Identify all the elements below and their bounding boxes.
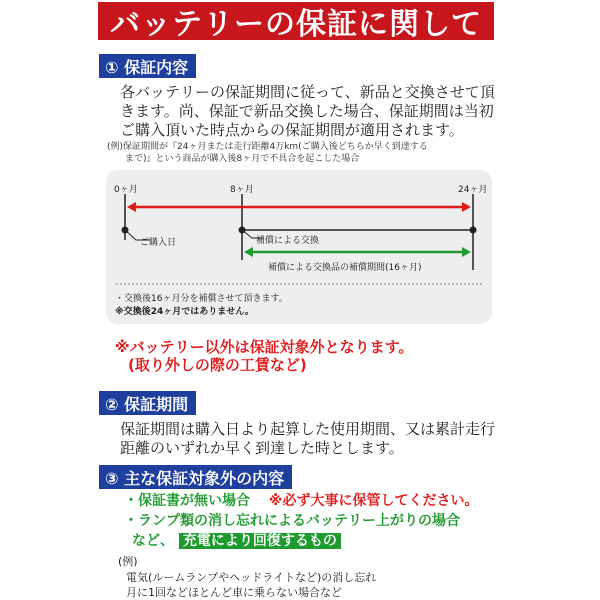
section-exclusions-heading <box>99 465 292 489</box>
keep-certificate-note: ※必ず大事に保管してください。 <box>268 493 479 509</box>
warranty-content-line-2: きます。尚、保証で新品交換した場合、保証期間は当初 <box>120 102 494 120</box>
replacement-period-label: 補償による交換品の補償期間(16ヶ月) <box>268 263 422 273</box>
exclusion-item-rechargeable <box>132 532 341 551</box>
exclusion-item-no-certificate <box>124 492 479 511</box>
example-item-1: 電気(ルームランプやヘッドライトなど)の消し忘れ <box>126 571 377 584</box>
timeline-note-1: ・交換後16ヶ月分を補償させて頂きます。 <box>115 294 288 304</box>
warranty-period-line-1: 保証期間は購入日より起算した使用期間、又は累計走行 <box>120 420 496 438</box>
section-heading-text: ① 保証内容 <box>105 57 189 77</box>
example-item-2: 月に1回などほとんど車に乗らない場合など <box>126 586 342 599</box>
warranty-period-line-2: 距離のいずれか早く到達した時とします。 <box>120 439 404 457</box>
example-line-1: (例)保証期間が『24ヶ月または走行距離4万km(ご購入後どちらか早く到達する <box>107 142 428 152</box>
tick-label-0: 0ヶ月 <box>114 185 138 195</box>
warranty-content-line-3: ご購入頂いた時点からの保証期間が適用されます。 <box>120 121 464 139</box>
exchange-label: 補償による交換 <box>256 236 320 246</box>
exclusion-item-text: ・保証書が無い場合 <box>124 493 250 509</box>
warranty-content-line-1: 各バッテリーの保証期間に従って、新品と交換させて頂 <box>120 83 495 101</box>
example-label: (例) <box>118 555 138 568</box>
page-title: バッテリーの保証に関して <box>110 7 482 42</box>
section-heading-text: ② 保証期間 <box>105 394 189 414</box>
red-arrow-head-right <box>462 202 471 212</box>
section-heading-text: ③ 主な保証対象外の内容 <box>105 468 285 488</box>
green-arrow-head-left <box>244 247 253 257</box>
tick-label-8: 8ヶ月 <box>230 185 254 195</box>
exclusion-warning-line-1: ※バッテリー以外は保証対象外となります。 <box>115 338 414 356</box>
timeline-note-2: ※交換後24ヶ月ではありません。 <box>115 307 254 317</box>
exclusion-item-lamp: ・ランプ類の消し忘れによるバッテリー上がりの場合 <box>124 513 460 529</box>
exclusion-prefix: など、 <box>132 533 174 549</box>
green-arrow-head-right <box>462 247 471 257</box>
red-arrow-head-left <box>127 202 136 212</box>
example-line-2: まで)』という商品が購入後8ヶ月で不具合を起こした場合 <box>107 154 360 164</box>
tick-label-24: 24ヶ月 <box>458 185 488 195</box>
exclusion-warning-line-2: (取り外しの際の工賃など) <box>128 356 307 374</box>
section-warranty-period-heading <box>99 391 196 415</box>
rechargeable-highlight: 充電により回復するもの <box>179 533 341 549</box>
purchase-label: ご購入日 <box>140 238 177 248</box>
